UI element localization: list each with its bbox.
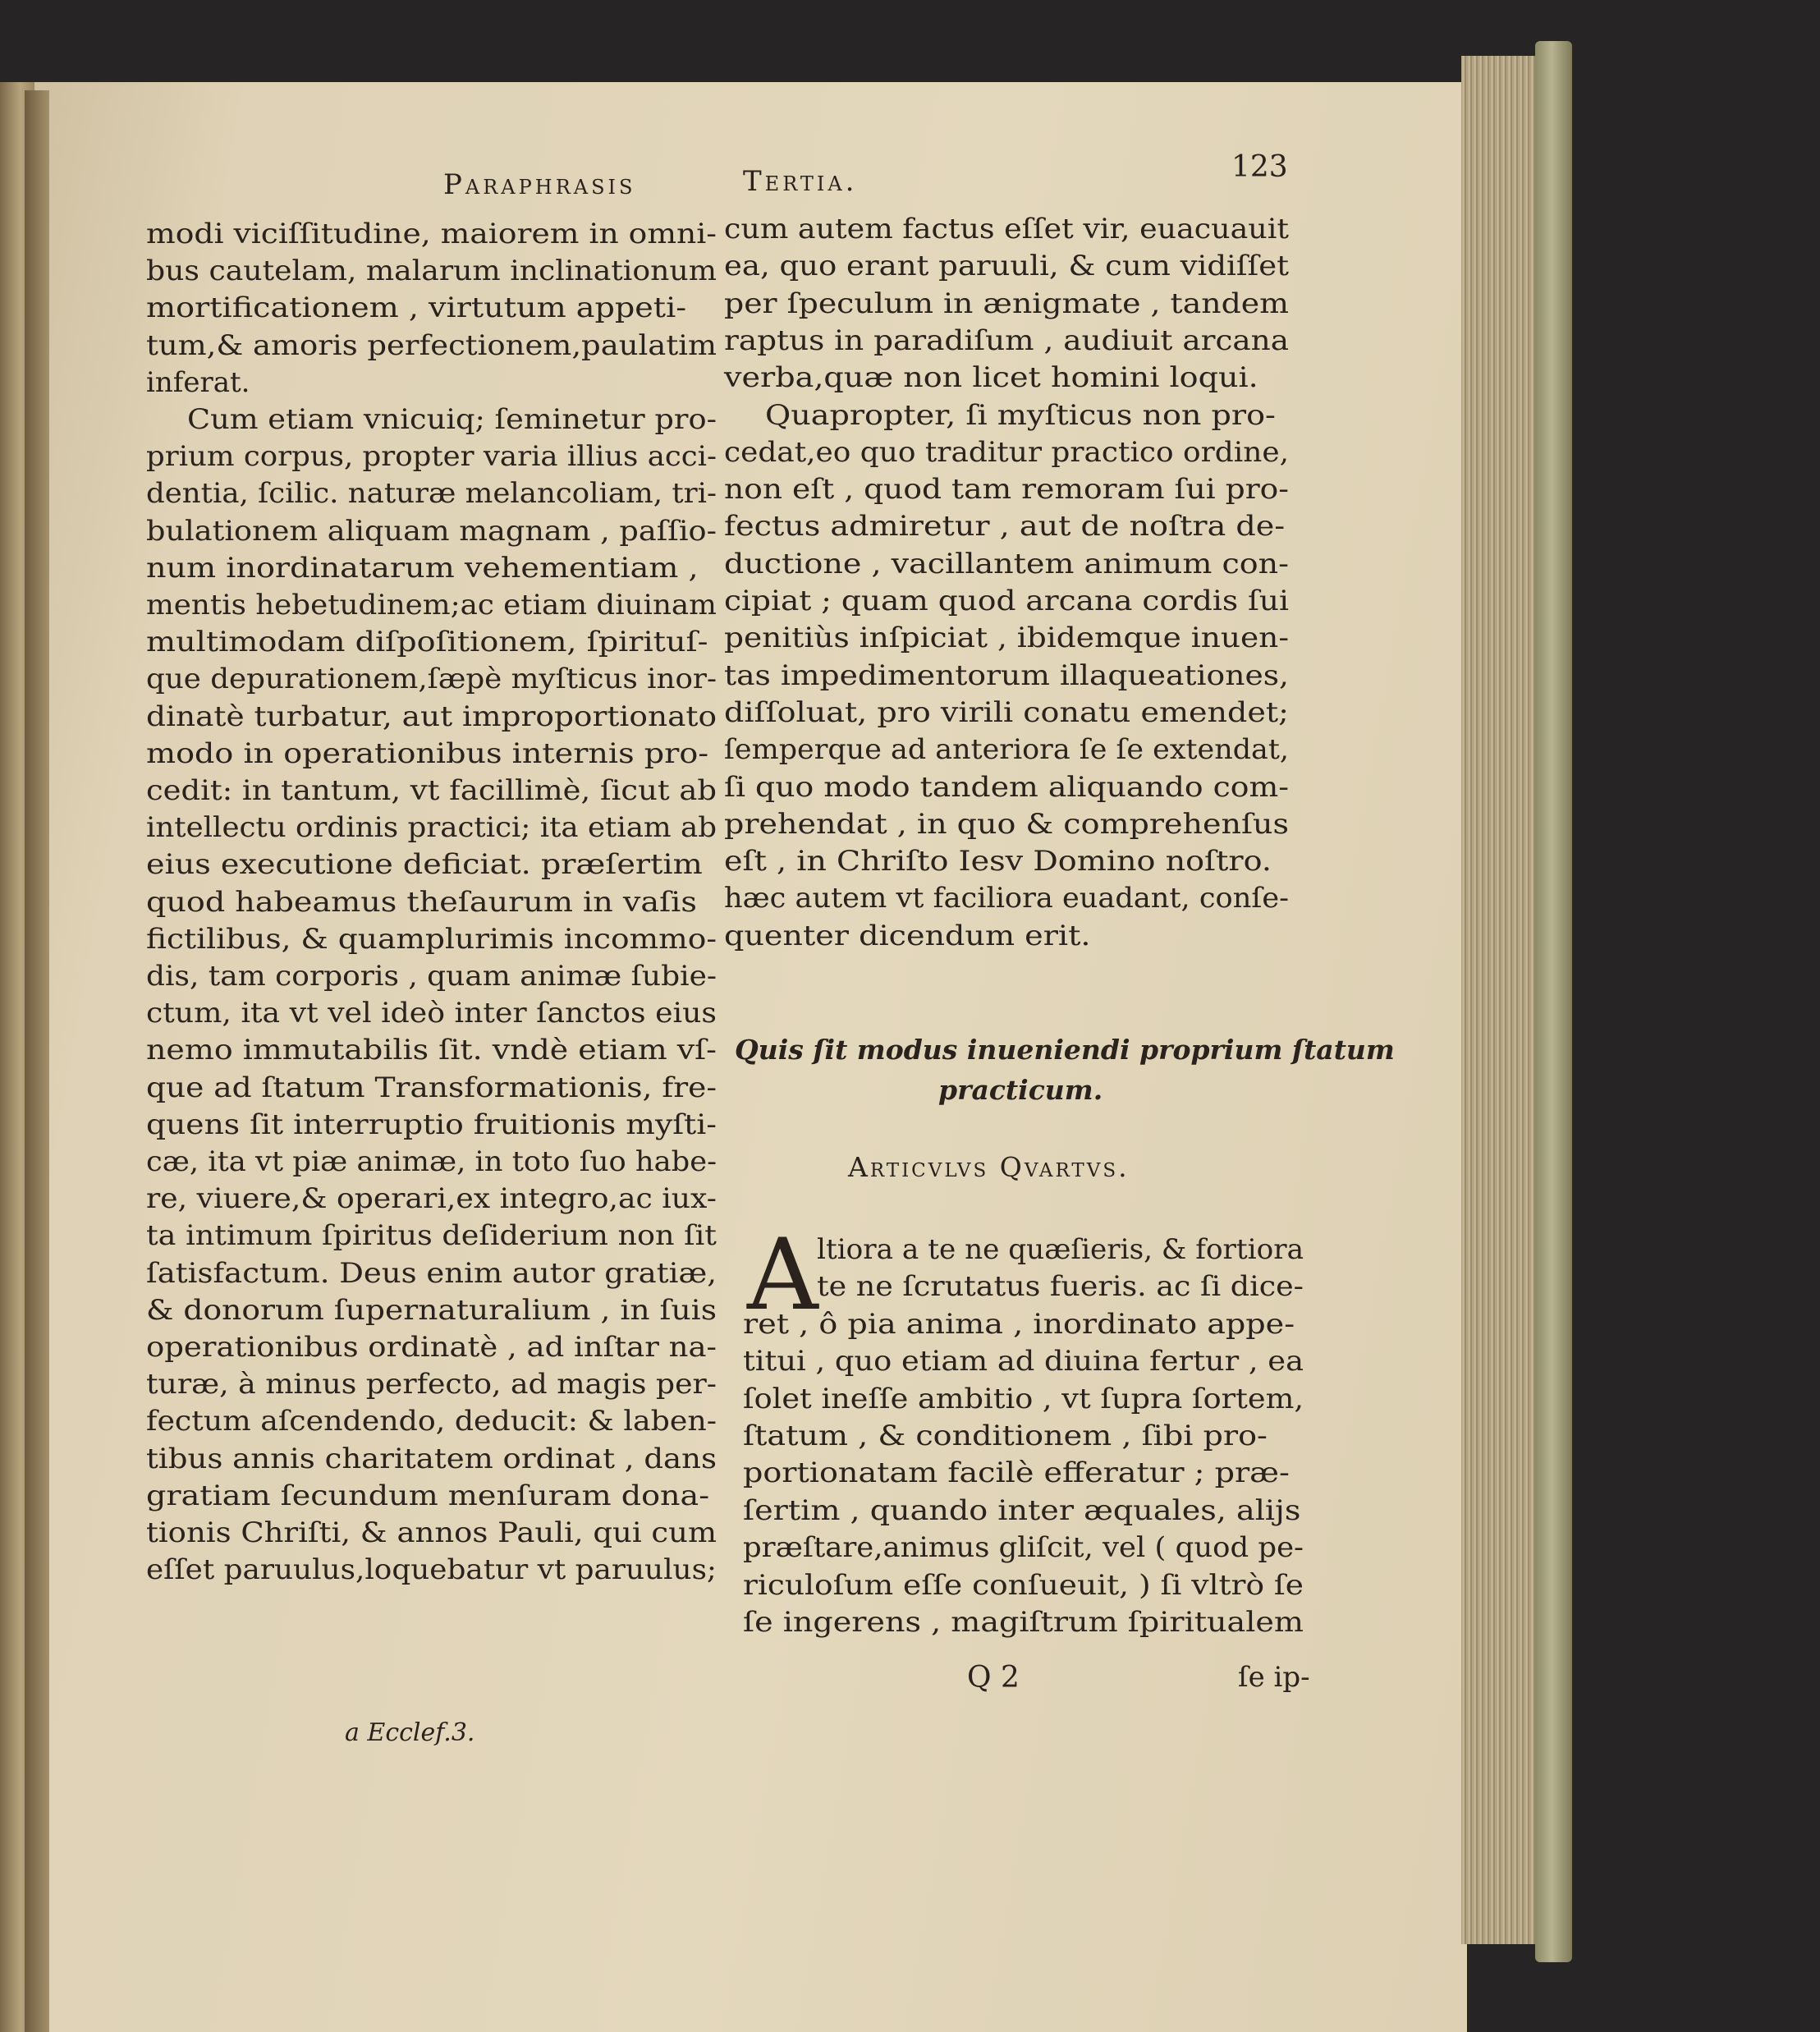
page-number: 123 (1231, 150, 1288, 184)
text-line: ta intimum ſpiritus deſiderium non ſit (146, 1219, 717, 1253)
text-line: modi viciſſitudine, maiorem in omni- (146, 218, 717, 250)
text-line: & donorum ſupernaturalium , in ſuis (146, 1293, 717, 1327)
text-line: ret , ô pia anima , inordinato appe- (743, 1307, 1295, 1341)
section-title: Quis ſit modus inueniendi proprium ſtatum (735, 1034, 1395, 1066)
text-line: non eſt , quod tam remoram ſui pro- (724, 473, 1289, 507)
text-line: per ſpeculum in ænigmate , tandem (724, 287, 1289, 320)
text-line: tibus annis charitatem ordinat , dans (146, 1442, 717, 1475)
text-line: verba,quæ non licet homini loqui. (724, 361, 1258, 395)
text-line: ſe ingerens , magiſtrum ſpiritualem (743, 1606, 1304, 1639)
text-line: dis, tam corporis , quam animæ ſubie- (146, 960, 717, 993)
text-line: ſertim , quando inter æquales, alijs (743, 1493, 1301, 1527)
text-line: bus cautelam, malarum inclinationum (146, 255, 717, 288)
text-line: quod habeamus theſaurum in vaſis (146, 885, 697, 919)
text-line: te ne ſcrutatus fueris. ac ſi dice- (817, 1270, 1304, 1304)
text-line: modo in operationibus internis pro- (146, 736, 709, 770)
text-line: quenter dicendum erit. (724, 919, 1091, 952)
drop-cap: A (747, 1218, 818, 1332)
text-line: dentia, ſcilic. naturæ melancoliam, tri- (146, 477, 717, 511)
text-line: cipiat ; quam quod arcana cordis ſui (724, 585, 1289, 617)
article-heading: Articvlvs Qvartvs. (848, 1151, 1130, 1183)
text-line: mentis hebetudinem;ac etiam diuinam (146, 589, 717, 622)
book-cover (1535, 41, 1572, 1962)
text-line: que depurationem,ſæpè myſticus inor- (146, 663, 717, 696)
text-line: eſt , in Chriſto Iesv Domino noſtro. (724, 845, 1272, 878)
text-line: ſolet ineſſe ambitio , vt ſupra ſortem, (743, 1382, 1304, 1415)
text-line: turæ, à minus perfecto, ad magis per- (146, 1368, 717, 1401)
text-line: tum,& amoris perfectionem,paulatim (146, 328, 717, 362)
text-line: dinatè turbatur, aut improportionato (146, 700, 717, 733)
catchword: ſe ip- (1238, 1661, 1310, 1694)
text-line: que ad ſtatum Transformationis, fre- (146, 1071, 717, 1104)
text-line: ductione , vacillantem animum con- (724, 547, 1289, 580)
text-line: cæ, ita vt piæ animæ, in toto ſuo habe- (146, 1145, 717, 1178)
text-line: bulationem aliquam magnam , paſſio- (146, 514, 717, 548)
text-line: Cum etiam vnicuiq; ſeminetur pro- (187, 403, 717, 436)
text-line: eſſet paruulus,loquebatur vt paruulus; (146, 1553, 717, 1587)
text-line: ſatisfactum. Deus enim autor gratiæ, (146, 1256, 717, 1290)
text-line: re, viuere,& operari,ex integro,ac iux- (146, 1182, 717, 1216)
text-line: gratiam ſecundum menſuram dona- (146, 1479, 710, 1512)
text-line: fectum aſcendendo, deducit: & laben- (146, 1405, 717, 1438)
page-edges (1461, 56, 1542, 1944)
text-line: tas impedimentorum illaqueationes, (724, 658, 1289, 692)
text-line: multimodam diſpoſitionem, ſpirituſ- (146, 626, 708, 659)
text-line: tionis Chriſti, & annos Pauli, qui cum (146, 1516, 717, 1549)
gutter-shadow (25, 90, 49, 2032)
text-line: fictilibus, & quamplurimis incommo- (146, 922, 717, 956)
text-line: titui , quo etiam ad diuina fertur , ea (743, 1345, 1304, 1378)
running-title-left: Paraphrasis (443, 168, 636, 201)
text-line: num inordinatarum vehementiam , (146, 551, 699, 585)
footnote: a Ecclef.3. (345, 1718, 475, 1747)
text-line: præſtare,animus gliſcit, vel ( quod pe- (743, 1531, 1304, 1565)
text-line: raptus in paradiſum , audiuit arcana (724, 323, 1289, 357)
text-line: cedit: in tantum, vt facillimè, ſicut ab (146, 774, 717, 807)
text-line: nemo immutabilis ſit. vndè etiam vſ- (146, 1034, 717, 1067)
section-title-line2: practicum. (938, 1074, 1103, 1106)
text-line: portionatam facilè efferatur ; præ- (743, 1456, 1290, 1490)
text-line: cum autem factus eſſet vir, euacuauit (724, 213, 1289, 245)
text-line: riculoſum eſſe conſueuit, ) ſi vltrò ſe (743, 1568, 1304, 1602)
text-line: ltiora a te ne quæſieris, & fortiora (817, 1233, 1304, 1266)
text-line: prehendat , in quo & comprehenſus (724, 807, 1289, 841)
text-line: ctum, ita vt vel ideò inter ſanctos eius (146, 997, 717, 1030)
text-line: inferat. (146, 365, 250, 399)
text-line: eius executione deficiat. præſertim (146, 848, 703, 882)
text-line: penitiùs inſpiciat , ibidemque inuen- (724, 622, 1289, 655)
text-line: hæc autem vt faciliora euadant, conſe- (724, 882, 1289, 915)
text-line: ſemperque ad anteriora ſe ſe extendat, (724, 733, 1289, 767)
running-title-right: Tertia. (743, 165, 858, 198)
text-line: Quapropter, ſi myſticus non pro- (765, 398, 1276, 432)
text-line: operationibus ordinatè , ad inſtar na- (146, 1331, 717, 1364)
text-line: ſi quo modo tandem aliquando com- (724, 770, 1289, 804)
signature-mark: Q 2 (967, 1661, 1020, 1695)
text-line: fectus admiretur , aut de noſtra de- (724, 510, 1286, 544)
text-line: mortificationem , virtutum appeti- (146, 291, 687, 325)
text-line: intellectu ordinis practici; ita etiam ab (146, 811, 717, 845)
text-line: diſſoluat, pro virili conatu emendet; (724, 695, 1289, 729)
text-line: cedat,eo quo traditur practico ordine, (724, 435, 1289, 469)
text-line: ſtatum , & conditionem , ſibi pro- (743, 1420, 1268, 1452)
text-line: prium corpus, propter varia illius acci- (146, 440, 717, 474)
text-line: ea, quo erant paruuli, & cum vidiſſet (724, 250, 1289, 283)
text-line: quens ſit interruptio fruitionis myſti- (146, 1108, 717, 1141)
